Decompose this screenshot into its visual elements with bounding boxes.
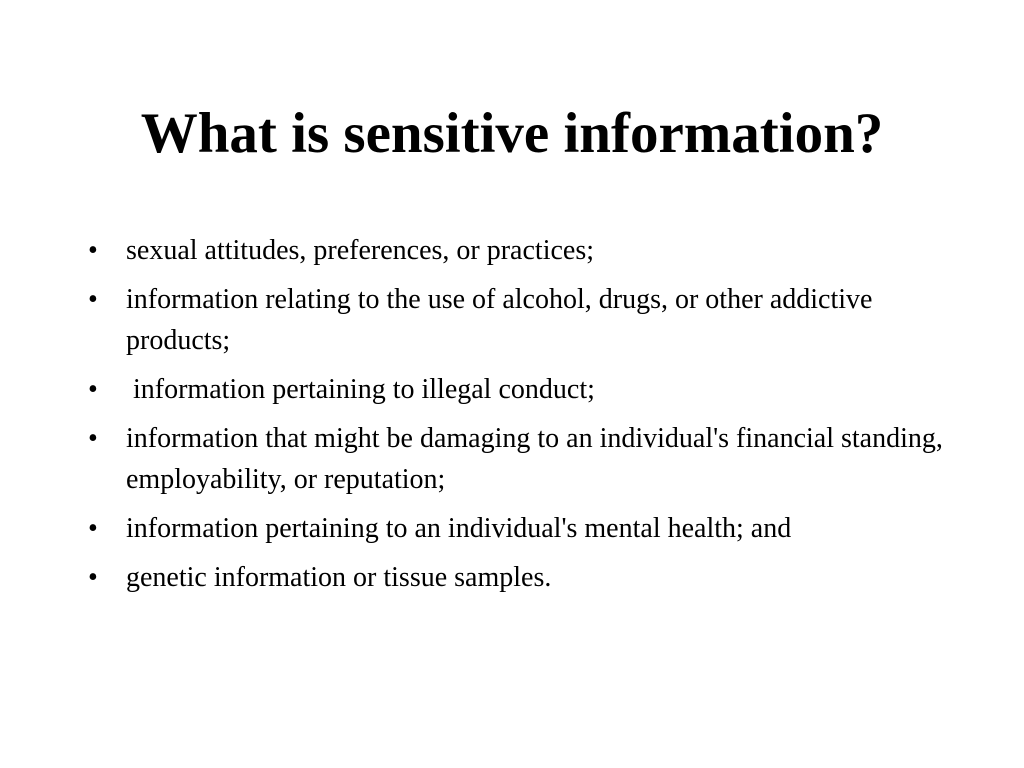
list-item [88, 557, 968, 598]
list-item [88, 508, 968, 549]
list-item [88, 369, 968, 410]
bullet-text: information that might be damaging to an individual's financial standing, employability, or reputation; [126, 423, 950, 495]
bullet-icon: • [88, 423, 98, 454]
bullet-icon: • [88, 513, 98, 544]
bullet-text: sexual attitudes, preferences, or practices; [126, 235, 595, 266]
bullet-text: information pertaining to illegal conduct; [126, 374, 595, 405]
slide-title: What is sensitive information? [140, 102, 884, 165]
list-item [88, 230, 968, 271]
bullet-text: genetic information or tissue samples. [126, 562, 552, 593]
bullet-text: information relating to the use of alcohol, drugs, or other addictive products; [126, 284, 880, 356]
bullet-list [88, 230, 968, 606]
bullet-icon: • [88, 562, 98, 593]
bullet-icon: • [88, 284, 98, 315]
bullet-icon: • [88, 235, 98, 266]
list-item [88, 279, 968, 361]
bullet-icon: • [88, 374, 98, 405]
bullet-text: information pertaining to an individual's mental health; and [126, 513, 792, 544]
list-item [88, 418, 968, 500]
